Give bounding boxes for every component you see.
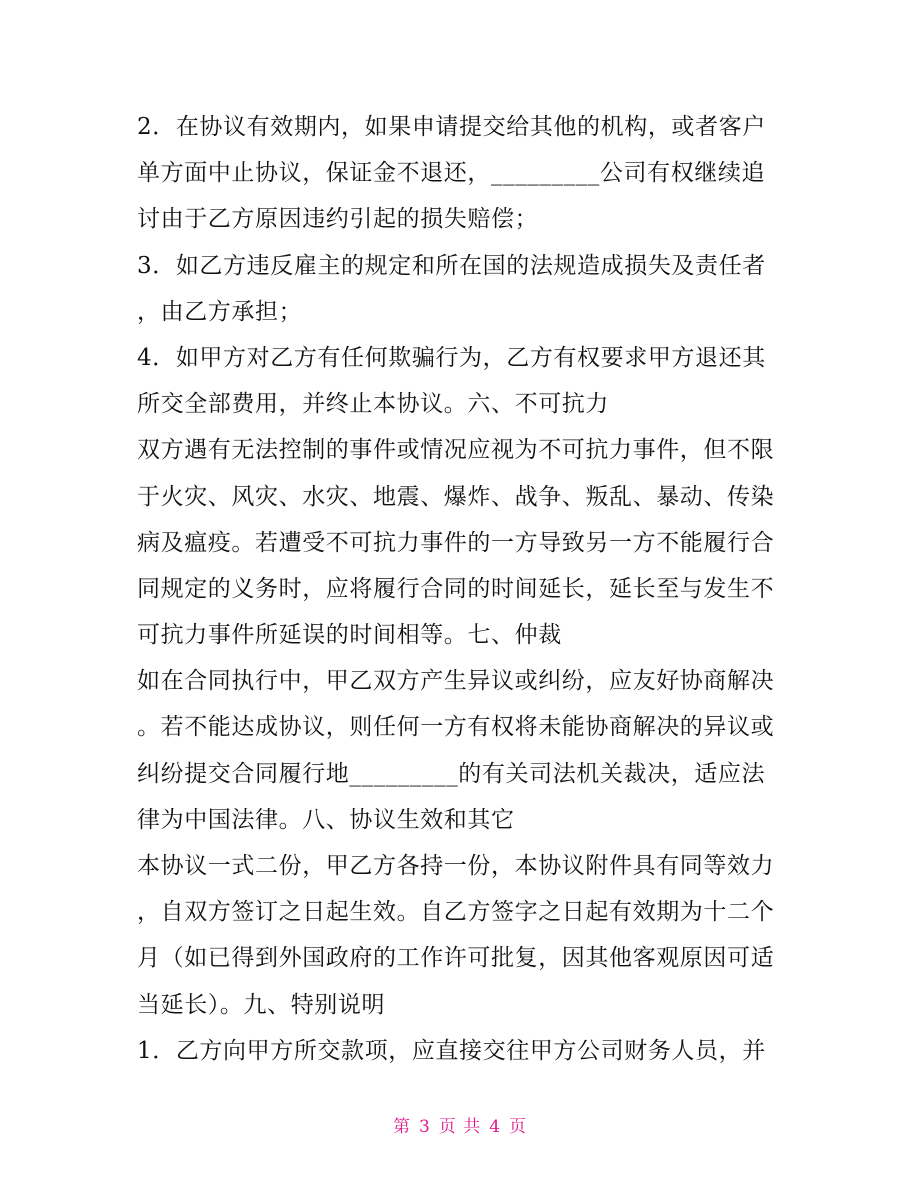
text-line: 所交全部费用，并终止本协议。六、不可抗力	[137, 391, 609, 418]
text-line: 双方遇有无法控制的事件或情况应视为不可抗力事件，但不限	[137, 437, 775, 464]
text-line: 月（如已得到外国政府的工作许可批复，因其他客观原因可适	[137, 945, 775, 972]
text-line: 纠纷提交合同履行地_________的有关司法机关裁决，适应法	[137, 760, 766, 787]
text-line: 于火灾、风灾、水灾、地震、爆炸、战争、叛乱、暴动、传染	[137, 483, 775, 510]
text-line: 1．乙方向甲方所交款项，应直接交往甲方公司财务人员，并	[137, 1037, 766, 1064]
footer-current-page: 3	[418, 1117, 431, 1137]
text-line: ，自双方签订之日起生效。自乙方签字之日起有效期为十二个	[137, 899, 775, 926]
text-line: 如在合同执行中，甲乙双方产生异议或纠纷，应友好协商解决	[137, 668, 775, 695]
text-line: 同规定的义务时，应将履行合同的时间延长，延长至与发生不	[137, 575, 775, 602]
text-line: 讨由于乙方原因违约引起的损失赔偿；	[137, 206, 539, 233]
text-line: 本协议一式二份，甲乙方各持一份，本协议附件具有同等效力	[137, 853, 775, 879]
text-line: 当延长）。九、特别说明	[137, 991, 386, 1018]
text-line: 3．如乙方违反雇主的规定和所在国的法规造成损失及责任者	[137, 252, 766, 279]
page-footer	[0, 1112, 920, 1137]
footer-suffix: 页	[509, 1117, 528, 1137]
text-line: 。若不能达成协议，则任何一方有权将未能协商解决的异议或	[137, 714, 775, 741]
text-line: 单方面中止协议，保证金不退还，_________公司有权继续追	[137, 160, 766, 187]
text-line: ，由乙方承担；	[137, 298, 303, 325]
footer-middle: 页 共	[438, 1117, 482, 1137]
document-body	[137, 104, 797, 1074]
footer-total-pages: 4	[489, 1117, 502, 1137]
text-line: 可抗力事件所延误的时间相等。七、仲裁	[137, 622, 562, 649]
text-line: 4．如甲方对乙方有任何欺骗行为，乙方有权要求甲方退还其	[137, 344, 766, 371]
footer-prefix: 第	[392, 1117, 411, 1137]
text-line: 律为中国法律。八、协议生效和其它	[137, 806, 515, 833]
text-line: 病及瘟疫。若遭受不可抗力事件的一方导致另一方不能履行合	[137, 529, 775, 556]
text-line: 2．在协议有效期内，如果申请提交给其他的机构，或者客户	[137, 114, 766, 140]
